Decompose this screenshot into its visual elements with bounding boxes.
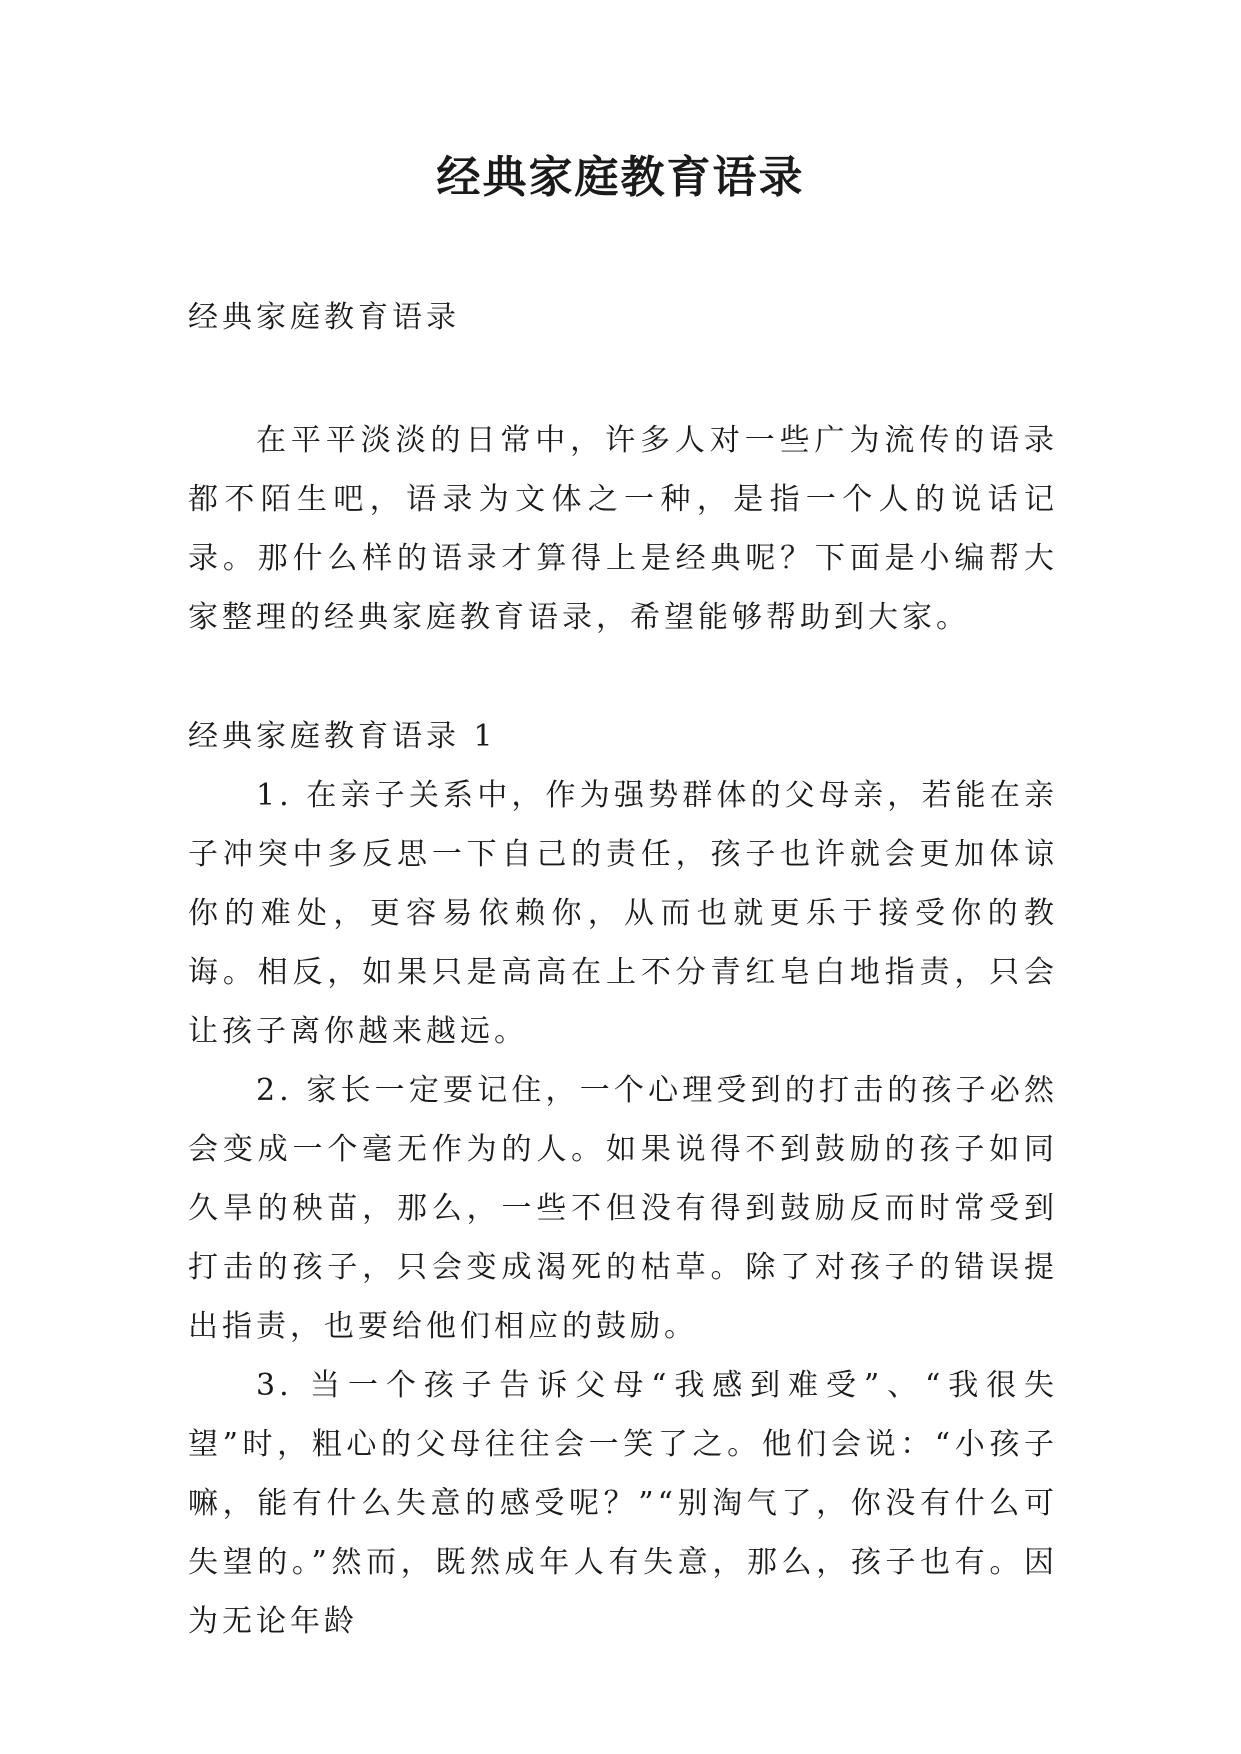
quote-item-3: 3. 当一个孩子告诉父母“我感到难受”、“我很失望”时，粗心的父母往往会一笑了之。他们会说：“小孩子嘛，能有什么失意的感受呢？”“别淘气了，你没有什么可失望的。”然而，既然成年人有失意，那么，孩子也有。因为无论年龄 xyxy=(188,1368,1058,1639)
section-heading: 经典家庭教育语录 1 xyxy=(188,719,497,754)
spacer xyxy=(188,647,1058,707)
quote-item-1: 1. 在亲子关系中，作为强势群体的父母亲，若能在亲子冲突中多反思一下自己的责任，孩子也许就会更加体谅你的难处，更容易依赖你，从而也就更乐于接受你的教诲。相反，如果只是高高在上不分青红皂白地指责，只会让孩子离你越来越远。 xyxy=(188,778,1058,1049)
intro-paragraph: 在平平淡淡的日常中，许多人对一些广为流传的语录都不陌生吧，语录为文体之一种，是指一个人的说话记录。那什么样的语录才算得上是经典呢？下面是小编帮大家整理的经典家庭教育语录，希望能够帮助到大家。 xyxy=(188,423,1058,635)
spacer xyxy=(188,347,1058,411)
document-body xyxy=(188,288,1058,1651)
document-subtitle: 经典家庭教育语录 xyxy=(188,300,460,335)
page-title: 经典家庭教育语录 xyxy=(436,152,805,203)
quote-item-2: 2. 家长一定要记住，一个心理受到的打击的孩子必然会变成一个毫无作为的人。如果说得不到鼓励的孩子如同久旱的秧苗，那么，一些不但没有得到鼓励反而时常受到打击的孩子，只会变成渴死的枯草。除了对孩子的错误提出指责，也要给他们相应的鼓励。 xyxy=(188,1073,1058,1344)
